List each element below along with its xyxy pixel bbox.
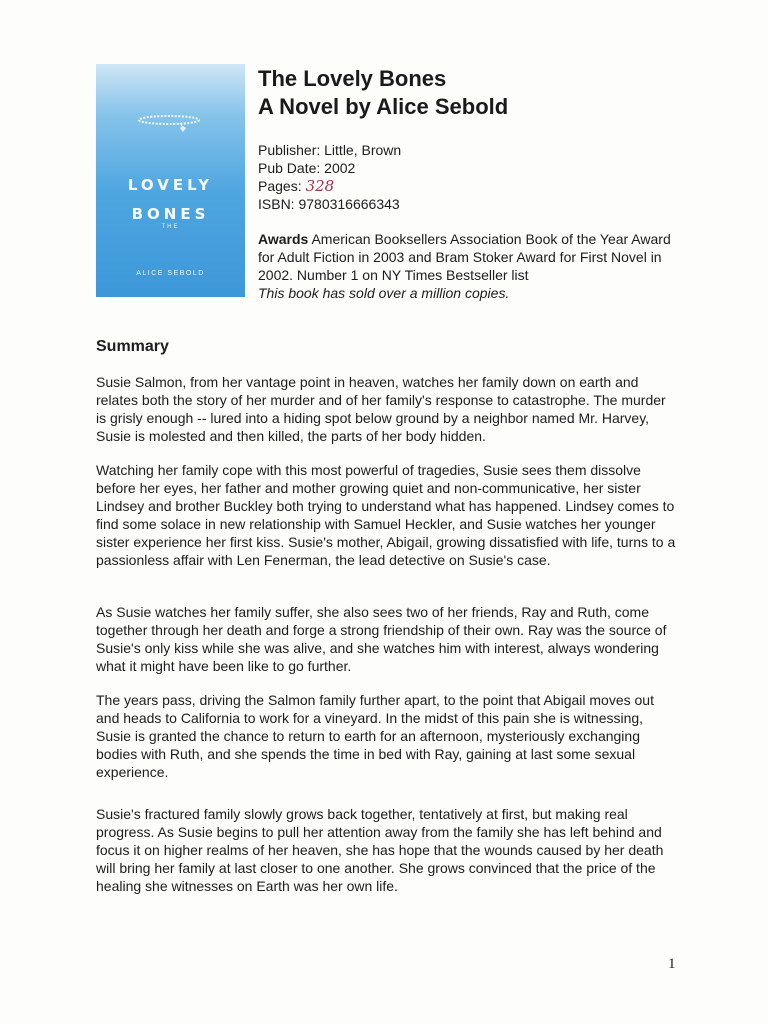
page-number: 1 [668,956,676,972]
pub-date-line: Pub Date: 2002 [258,160,356,176]
pages-label: Pages: [258,178,302,194]
isbn-line: ISBN: 9780316666343 [258,196,400,212]
awards-italic-note: This book has sold over a million copies. [258,285,510,301]
bracelet-icon [134,114,204,134]
summary-paragraph-2: Watching her family cope with this most powerful of tragedies, Susie sees them dissolve before her eyes, her father and mother growing quiet and non-communicative, her sister Lindsey and brother Buckley both trying to understand what has happened. Lindsey comes to find some solace in new relationship with Samuel Heckler, and Susie watches her younger sister experience her first kiss. Susie's mother, Abigail, growing dissatisfied with life, turns to a passionless affair with Len Fenerman, the lead detective on Susie's case. [96,462,676,568]
cover-title-line2: BONES [131,205,210,223]
cover-title-line1: LOVELY [127,176,214,194]
pages-line [258,177,334,195]
summary-heading: Summary [96,338,169,355]
awards-text: American Booksellers Association Book of the Year Award for Adult Fiction in 2003 and Bram Stoker Award for First Novel in 2002. Number 1 on NY Times Bestseller list [258,231,671,283]
book-cover-image [96,64,245,297]
awards-block [258,230,678,302]
book-title: The Lovely Bones [258,66,447,91]
summary-paragraph-1: Susie Salmon, from her vantage point in heaven, watches her family down on earth and relates both the story of her murder and of her family's response to catastrophe. The murder is grisly enough -- lured into a hiding spot below ground by a neighbor named Mr. Harvey, Susie is molested and then killed, the parts of her body hidden. [96,374,666,444]
awards-label: Awards [258,231,309,247]
summary-paragraph-3: As Susie watches her family suffer, she also sees two of her friends, Ray and Ruth, come together through her death and forge a strong friendship of their own. Ray was the source of Susie's only kiss while she was alive, and she watches him with interest, always wondering what it might have been like to go further. [96,604,667,674]
cover-author: ALICE SEBOLD [136,270,205,277]
pages-handwritten-value: 328 [305,177,335,195]
cover-small-word: THE [161,224,180,230]
summary-paragraph-5: Susie's fractured family slowly grows back together, tentatively at first, but making real progress. As Susie begins to pull her attention away from the family she has left behind and focus it on higher realms of her heaven, she has hope that the wounds caused by her death will bring her family at last closer to one another. She grows convinced that the price of the healing she witnesses on Earth was her own life. [96,806,664,894]
summary-paragraph-4: The years pass, driving the Salmon family further apart, to the point that Abigail moves out and heads to California to work for a vineyard. In the midst of this pain she is witnessing, Susie is granted the chance to return to earth for an afternoon, mysteriously exchanging bodies with Ruth, and she spends the time in bed with Ray, gaining at last some sexual experience. [96,692,654,780]
publisher-line: Publisher: Little, Brown [258,142,402,158]
book-subtitle: A Novel by Alice Sebold [258,94,509,119]
